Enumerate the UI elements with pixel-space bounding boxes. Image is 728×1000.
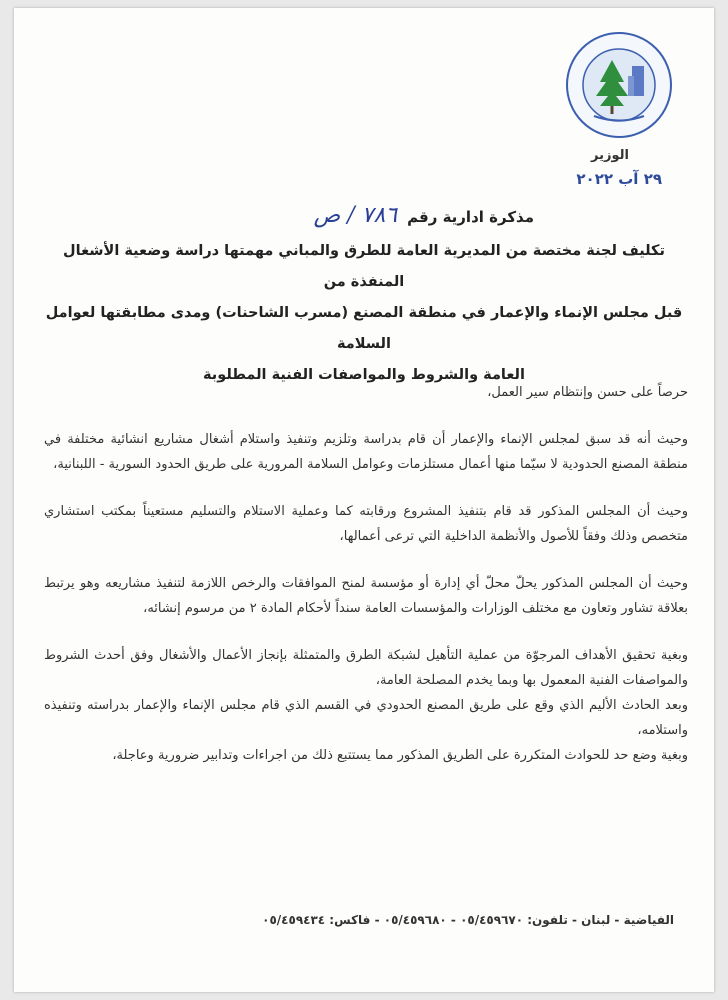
memo-body [44, 380, 688, 768]
document-page [14, 8, 714, 992]
title-line: قبل مجلس الإنماء والإعمار في منطقة المصنع (مسرب الشاحنات) ومدى مطابقتها لعوامل السلامة [45, 305, 683, 352]
contact-footer: الفياضية - لبنان - تلفون: ٠٥/٤٥٩٦٧٠ - ٠٥/٤٥٩٦٨٠ - فاكس: ٠٥/٤٥٩٤٣٤ [262, 913, 674, 927]
body-paragraph: وحيث أن المجلس المذكور يحلّ محلّ أي إدارة أو مؤسسة لمنح الموافقات والرخص اللازمة لتنفيذ مشاريعه وهو يرتبط بعلاقة تشاور وتعاون مع مختلف الوزارات والمؤسسات العامة سنداً لأحكام المادة ٢ من مرسوم إنشائه، [44, 576, 688, 616]
memo-number: ٧٨٦ / ص [313, 203, 398, 228]
ministry-seal-logo [564, 30, 674, 140]
body-paragraph: وحيث أن المجلس المذكور قد قام بتنفيذ المشروع ورقابته كما وعملية الاستلام والتسليم مستعيناً بمكتب استشاري متخصص وذلك وفقاً للأصول والأنظمة الداخلية التي ترعى أعمالها، [44, 504, 688, 544]
body-paragraph: وبغية تحقيق الأهداف المرجوّة من عملية التأهيل لشبكة الطرق والمتمثلة بإنجاز الأعمال والأشغال وفق أحدث الشروط والمواصفات الفنية المعمول بها وبما يخدم المصلحة العامة، [44, 648, 688, 688]
cedar-seal-icon [564, 30, 674, 140]
body-paragraph: وبغية وضع حد للحوادث المتكررة على الطريق المذكور مما يستتبع ذلك من اجراءات وتدابير ضرورية وعاجلة، [112, 748, 688, 763]
minister-label: الوزير [591, 148, 629, 163]
memo-label: مذكرة ادارية رقم [407, 208, 534, 226]
memo-heading [314, 203, 534, 228]
body-paragraph: وحيث أنه قد سبق لمجلس الإنماء والإعمار أن قام بدراسة وتلزيم وتنفيذ واستلام أشغال مشاريع انشائية مختلفة في منطقة المصنع الحدودية لا سيّما منها أعمال مستلزمات وعوامل السلامة المرورية على طريق الحدود السورية - اللبنانية، [44, 432, 688, 472]
body-paragraph: وبعد الحادث الأليم الذي وقع على طريق المصنع الحدودي في القسم الذي قام مجلس الإنماء والإعمار بدراسته وتنفيذه واستلامه، [44, 698, 688, 738]
memo-title [38, 236, 690, 391]
body-paragraph: حرصاً على حسن وإنتظام سير العمل، [487, 385, 688, 400]
title-line: تكليف لجنة مختصة من المديرية العامة للطرق والمباني مهمتها دراسة وضعية الأشغال المنفذة من [63, 243, 665, 290]
title-line: العامة والشروط والمواصفات الفنية المطلوبة [203, 367, 525, 383]
handwritten-date: ٢٩ آب ٢٠٢٢ [576, 170, 662, 188]
